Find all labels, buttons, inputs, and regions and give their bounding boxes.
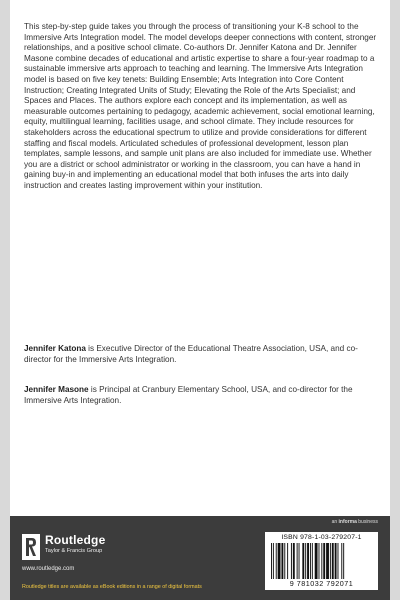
author-bio-text: is Executive Director of the Educational Theatre Association, USA, and co-director for the Immersive Arts Integration.: [24, 344, 358, 364]
author-bio-katona: [24, 344, 374, 365]
barcode-icon: [271, 543, 372, 579]
ebook-note: Routledge titles are available as eBook editions in a range of digital formats: [22, 584, 202, 590]
barcode-panel: [265, 532, 378, 590]
publisher-name: Routledge: [45, 533, 106, 547]
publisher-website: www.routledge.com: [22, 566, 75, 572]
author-bio-text: is Principal at Cranbury Elementary School, USA, and co-director for the Immersive Arts Integration.: [24, 385, 353, 405]
publisher-footer: [10, 516, 390, 600]
book-description: This step-by-step guide takes you through the process of transitioning your K-8 school to the Immersive Arts Integration model. The model develops deeper connections with content, stronger relationships, and a positive school climate. Co-authors Dr. Jennifer Katona and Dr. Jennifer Masone combine decades of educational and artistic expertise to share a four-year roadmap to a sustainable immersive arts approach to teaching and learning. The Immersive Arts Integration model is based on five key tenets: Building Ensemble; Arts Integration into Core Content Instruction; Creating Integrated Units of Study; Elevating the Role of the Arts Specialist; and Spaces and Places. The authors explore each concept and its implementation, as well as measurable outcomes pertaining to pedagogy, academic achievement, social emotional learning, equity, multilingual learning, facilities usage, and school climate. They include resources for stakeholders across the educational spectrum to utilize and provide considerations for different staffing and fiscal models. Articulated schedules of professional development, lesson plan templates, sample lessons, and sample unit plans are also included for immediate use. Whether you are a district or school administrator or working in the classroom, you can have a hand in gaining buy-in and implementing an educational model that both infuses the arts into daily instruction and creates lasting improvement within your institution.: [24, 22, 377, 190]
author-name: Jennifer Katona: [24, 344, 86, 353]
publisher-group: Taylor & Francis Group: [45, 548, 103, 554]
barcode-number: 9 781032 792071: [289, 579, 354, 588]
informa-business-tag: an informa business: [331, 519, 378, 525]
isbn-text: ISBN 978-1-03-279207-1: [281, 534, 362, 541]
author-name: Jennifer Masone: [24, 385, 89, 394]
routledge-logo-icon: [22, 534, 40, 560]
author-bio-masone: [24, 385, 374, 406]
back-cover: [10, 0, 390, 600]
